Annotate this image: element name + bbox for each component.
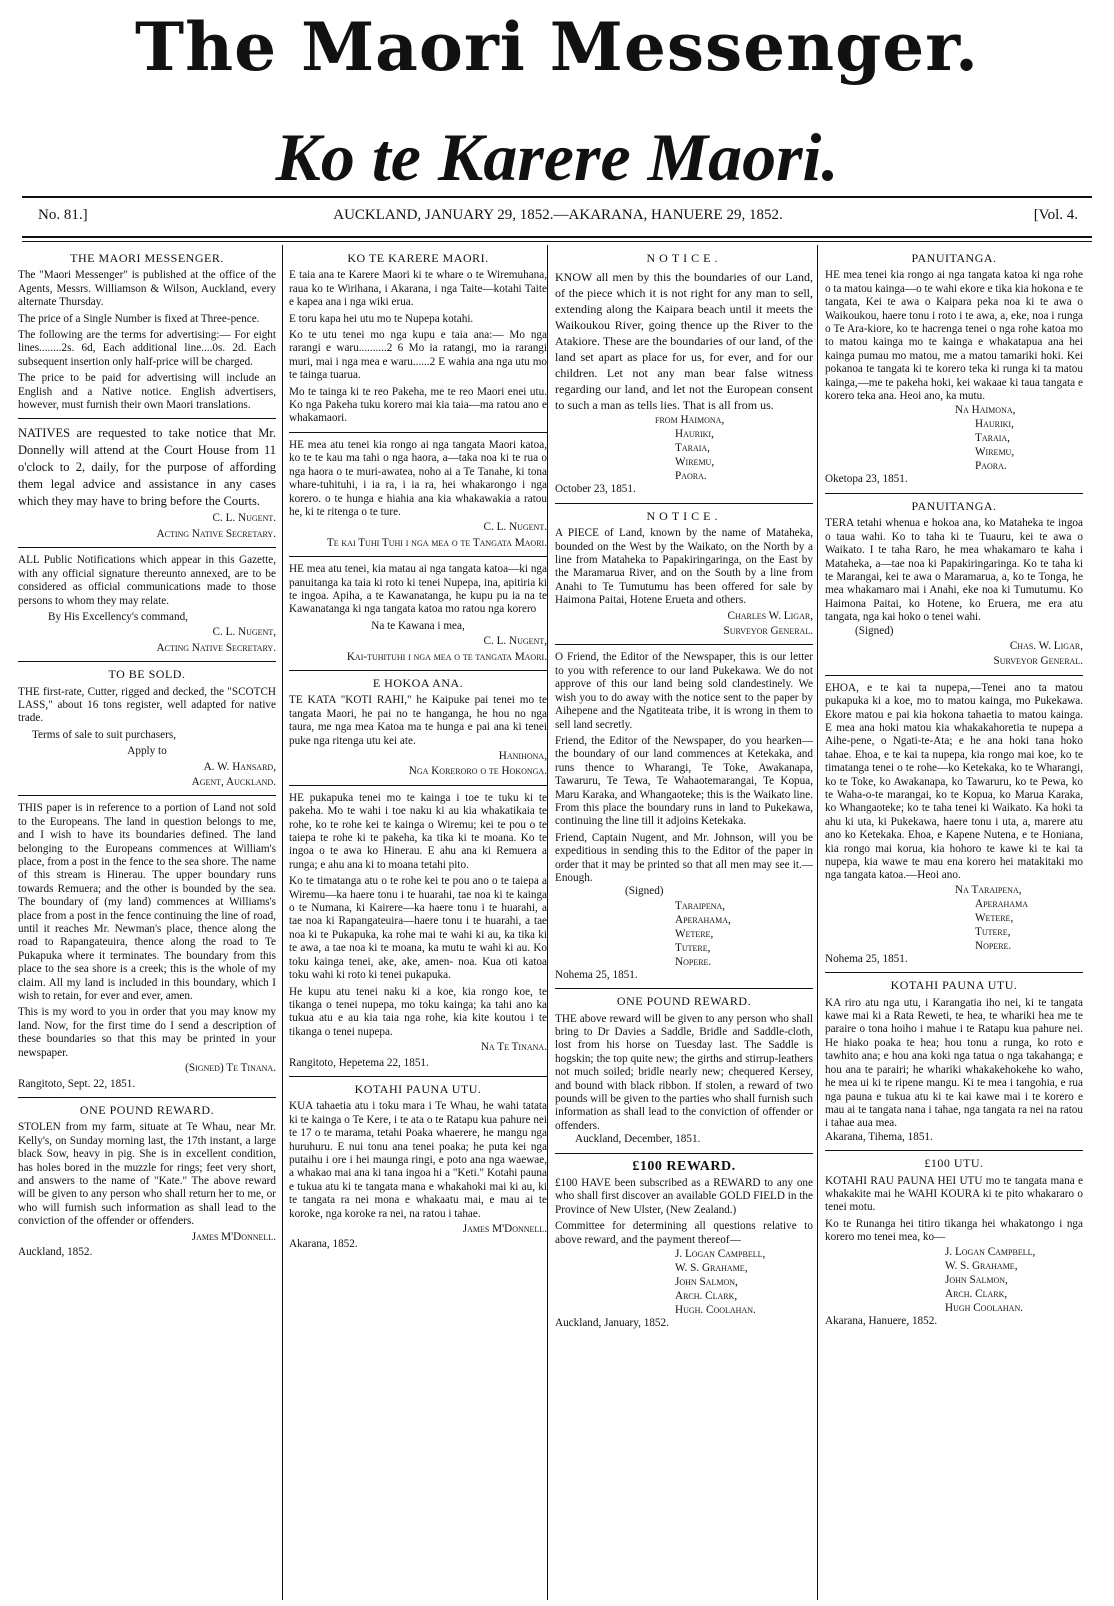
signature-title: Acting Native Secretary. bbox=[156, 527, 276, 540]
signature: Nopere. bbox=[675, 955, 712, 968]
dateline-note: Auckland, December, 1851. bbox=[575, 1133, 701, 1146]
signature: Tutere, bbox=[975, 925, 1011, 938]
paragraph: THE first-rate, Cutter, rigged and decked, the "SCOTCH LASS," about 16 tons register, well adapted for native trade. bbox=[18, 685, 276, 725]
section-divider bbox=[18, 661, 276, 662]
paragraph: The price of a Single Number is fixed at Three-pence. bbox=[18, 312, 260, 325]
dateline-note: Rangitoto, Sept. 22, 1851. bbox=[18, 1077, 136, 1090]
column-3 bbox=[555, 250, 813, 1600]
paragraph: Apply to bbox=[127, 745, 167, 758]
signature: from Haimona, bbox=[655, 414, 725, 427]
paragraph: E taia ana te Karere Maori ki te whare o te Wiremuhana, raua ko te Wirihana, i Akarana, i nga Taite—kotahi Taite e kapea ana i nga wiki erua. bbox=[289, 269, 547, 309]
signature: Wiremu, bbox=[675, 456, 715, 469]
column-divider bbox=[817, 245, 818, 1600]
paragraph: TE KATA "KOTI RAHI," he Kaipuke pai tenei mo te tangata Maori, he pai no te hanganga, he hou no nga taura, me nga mea Katoa ma te hunga e pai ana ki tenei puke nga ritenga utu kei ate. bbox=[289, 694, 547, 747]
dateline-note: Oketopa 23, 1851. bbox=[825, 473, 908, 486]
paragraph: £100 HAVE been subscribed as a REWARD to any one who shall first discover an available GOLD FIELD in the Province of New Ulster, (New Zealand.) bbox=[555, 1177, 813, 1216]
signature: C. L. Nugent. bbox=[212, 512, 276, 525]
dateline-note: Nohema 25, 1851. bbox=[825, 952, 908, 965]
gold-field-reward bbox=[555, 1160, 813, 1331]
signature: Wetere, bbox=[675, 927, 714, 940]
paragraph: The "Maori Messenger" is published at the office of the Agents, Messrs. Williamson & Wilson, Auckland, every alternate Thursday. bbox=[18, 269, 276, 309]
paragraph: THIS paper is in reference to a portion of Land not sold to the Europeans. The land in question belongs to me, and I wish to have its boundaries defined. The land belonging to the Europeans commences at William's place, from a post in the fence to the sea shore. The name of this stream is Hinerau. The upper boundary runs towards Remuera; and the other is bounded by the sea. The boundary of (my land) commences at Williams's place from a post in the fence continuing the line of road, until it reaches Mr. Newman's place, thence along the road to Rapangateuira, thence along the road to Te Pukapuka where it terminates. The boundary from this place to the sea shore is a creek; this is the whole of my claim. All my land is included in this boundary, which I wish to retain, for ever and ever, amen. bbox=[18, 802, 276, 1003]
issue-number: No. 81.] bbox=[38, 207, 88, 223]
paragraph: This is my word to you in order that you may know my land. Now, for the first time do I send a description of these boundaries so that this may be printed in your newspaper. bbox=[18, 1006, 276, 1059]
signature: Wiremu, bbox=[975, 446, 1015, 459]
saddle-reward bbox=[555, 995, 813, 1146]
paragraph: STOLEN from my farm, situate at Te Whau, near Mr. Kelly's, on Sunday morning last, the 17th instant, a large black Sow, heavy in pig. She is in excellent condition, has holes bored in the muzzle for rings; feet very short, and answers to the name of "Kate." The above reward will be given to any person who shall return her to me, or who will furnish such information as shall lead to the conviction of the offender or offenders. bbox=[18, 1121, 276, 1228]
signature: Na Taraipena, bbox=[955, 883, 1022, 896]
paragraph: The price to be paid for advertising will include an English and a Native notice. English advertisers, however, must furnish their own Maori translations. bbox=[18, 372, 276, 412]
sale-notice bbox=[18, 668, 276, 789]
signature: Nopere. bbox=[975, 939, 1012, 952]
signature: C. L. Nugent, bbox=[483, 635, 547, 648]
signature: Charles W. Ligar, bbox=[727, 609, 813, 622]
masthead-rule bbox=[22, 196, 1092, 198]
section-heading: KOTAHI PAUNA UTU. bbox=[890, 978, 1018, 993]
section-heading: KOTAHI PAUNA UTU. bbox=[354, 1081, 482, 1096]
issue-date: AUCKLAND, JANUARY 29, 1852.—AKARANA, HANUERE 29, 1852. bbox=[333, 207, 783, 223]
paragraph: Ko te Runanga hei titiro tikanga hei whakatongo i nga korero mo tenei mea, ko— bbox=[825, 1217, 1083, 1244]
signature: Tutere, bbox=[675, 941, 711, 954]
section-heading: E HOKOA ANA. bbox=[372, 675, 464, 690]
signature: Arch. Clark, bbox=[945, 1287, 1008, 1300]
signature: C. L. Nugent. bbox=[483, 521, 547, 534]
signature: Chas. W. Ligar, bbox=[1009, 639, 1083, 652]
signature: (Signed) Te Tinana. bbox=[185, 1062, 276, 1075]
paragraph: Friend, the Editor of the Newspaper, do you hearken—the boundary of our land commences at Ketekaka, and runs thence to Wharangi, Te Toke, Awakanapa, Tawaruru, Te Tewa, Te Wahaotemarangai, Te Kopua, Maru Karaka, and Whangaoteke; this is the Waikato line. From this place the boundary runs in land to Pukekawa, continuing the line till it adjoins Ketekaka. bbox=[555, 734, 813, 828]
signature-title: Surveyor General. bbox=[723, 625, 813, 638]
paragraph: KNOW all men by this the boundaries of our Land, of the piece which it is not right for any man to sell, extending along the Kaipara beach until it meets the Waikoukou River, going thence up the River to the Atakiore. These are the boundaries of our land, of the land set apart as place for us, for ever, and for our children. Let not any man bear false witness regarding our land, and let not the European consent to such a man as tells lies. That is all from us. bbox=[555, 270, 813, 413]
section-divider bbox=[18, 547, 276, 548]
signature: Na Te Tinana. bbox=[480, 1041, 547, 1054]
paragraph: Terms of sale to suit purchasers, bbox=[32, 728, 176, 741]
section-heading: PANUITANGA. bbox=[911, 498, 997, 513]
paragraph: HE mea atu tenei kia rongo ai nga tangata Maori katoa, ko te te kau ma tahi o nga haora, a—taka noa ki te rua o nga haora o te muri-awatea, noho ai a Te Tanahe, ki tona whare-tuhituhi, i ia ra, i ia ra, hei whakarongo i nga korero. o te hunga e hiahia ana kia whakawakia a ratou he, ki te ritenga o te ture. bbox=[289, 438, 547, 518]
natives-notice-maori bbox=[289, 439, 547, 550]
signature: John Salmon, bbox=[945, 1273, 1008, 1286]
section-heading: £100 REWARD. bbox=[632, 1158, 736, 1174]
paragraph: HE pukapuka tenei mo te kainga i toe te tuku ki te pakeha. Mo te wahi i toe naku ki au kia whakatikaia te rohe, ko te rohe kei te kainga o Wiremu; kei te pou o te taiepa te rohe ki te pakeha, ka tika ki te moana. Ko te ingoa o te awa ko Hinerau. E ahu ana ki Remuera a runga; e ahu ana ki to moana tetahi pito. bbox=[289, 791, 547, 871]
paragraph: Committee for determining all questions relative to above reward, and the payment thereof— bbox=[555, 1220, 813, 1246]
masthead-title-maori: Ko te Karere Maori. bbox=[275, 119, 839, 195]
section-heading: NOTICE. bbox=[646, 251, 722, 265]
signature: A. W. Hansard, bbox=[203, 760, 276, 773]
paragraph: A PIECE of Land, known by the name of Mataheka, bounded on the West by the Waikato, on the North by a line from Mataheka to Papakiringaringa, on the East by the Maramarua River, and on the South by a line from Anahi to Te Tumutumu has been offered for sale by Haimona Paitai, Hotene Erueta and others. bbox=[555, 527, 813, 607]
column-4 bbox=[825, 250, 1083, 1600]
paragraph: Mo te tainga ki te reo Pakeha, me te reo Maori enei utu. Ko nga Pakeha tuku korero mai kia taia—ma ratou ano e whakamaori. bbox=[289, 385, 547, 425]
signature: James M'Donnell. bbox=[191, 1230, 276, 1243]
natives-notice bbox=[18, 425, 276, 541]
paragraph: TERA tetahi whenua e hokoa ana, ko Mataheka te ingoa o taua wahi. Ko to taha ki te Tuauru, kei te awa o Waikato. I te taha Raro, he mea whakamaro te kaha i Mataheka, a—tae noa ki Papakiringaringa. Ko te taha ki te Marangai, kei te awa o Maramarua, a, ko te Tonga, he mea whakamaro mai i Anahi, eke noa ki Tumutumu. Ko Haimona Paitai, ko Hotene, ko Eruera, me era atu tangata, nga kai hoko o tenei wahi. bbox=[825, 517, 1083, 624]
column-2 bbox=[289, 250, 547, 1600]
section-heading: PANUITANGA. bbox=[911, 251, 997, 265]
paragraph: The following are the terms for advertising:— For eight lines........2s. 6d, Each additional line....0s. 2d. Each subsequent insertion only half-price will be charged. bbox=[18, 329, 276, 368]
dateline-note: Auckland, January, 1852. bbox=[555, 1317, 669, 1330]
paragraph: O Friend, the Editor of the Newspaper, this is our letter to you with reference to our land Pukekawa. We do not approve of this our land being sold clandestinely. We wish you to do away with the notice sent to the paper by Aihepene and the Ngatiteata tribe, it is wrong in them to sell land secretly. bbox=[555, 651, 813, 731]
paragraph: ALL Public Notifications which appear in this Gazette, with any official signature thereunto annexed, are to be considered as official communications made to those persons to whom they may relate. bbox=[18, 554, 276, 607]
section-divider bbox=[289, 785, 547, 786]
sale-notice-maori bbox=[289, 677, 547, 779]
section-divider bbox=[555, 988, 813, 989]
dateline bbox=[28, 207, 1088, 227]
paragraph: He kupu atu tenei naku ki a koe, kia rongo koe, te tikanga o tenei nupepa, mo toku kainga; ka tahi ano ka tukua atu e au kia taia nga rohe, kia kite koutou i te tikanga o tenei nupepa. bbox=[289, 985, 547, 1038]
signature-title: Nga Koreroro o te Hokonga. bbox=[408, 765, 547, 778]
paragraph: KA riro atu nga utu, i Karangatia iho nei, ki te tangata kawe mai ki a Rata Reweti, te hea, te whariki hea me te paraire o tona hoiho i mahue i te Ratapu kua pahure nei. He hiako poaka te hea; hou tonu a runga, ko roto e tawhito ana; e hou ana koki nga tatua o nga takahanga; e hou ana te parairi; he whariki whakakehokehe ko waho, he mea ui ki te ripene mangu. Ki te mea i tangohia, e rua nga pauna e tukua atu ki te kai kawe mai i te korero e mau ai te tangata nana i tahae, nga tangata ra nei na ratou i tahae aua mea. bbox=[825, 996, 1083, 1130]
paragraph: HE mea tenei kia rongo ai nga tangata katoa ki nga rohe o ta matou kainga—o te wahi ekore e tika kia hokona e te tangata, Kei te awa o Kaipara peka noa ki te awa o Waikoukou, haere tonu i roto i te awa, a, eke, noa i runga o Te Ara-kiore, ko te hacrenga tenei o nga rohe katoa mo to matou kainga mo te kainga e whakatapua ana hei kainga pumau mo matou, me a matou tamariki hoki. Kei pokanoa te tangata ki te korero teka ki runga ki ta matou kainga,—me te pakeha hoki, kei wakaae ki taua tangata e korero teka ana. Heoi ano, ka mutu. bbox=[825, 269, 1083, 403]
section-divider bbox=[18, 795, 276, 796]
section-heading: KO TE KARERE MAORI. bbox=[347, 251, 489, 265]
column-1 bbox=[18, 250, 276, 1600]
kaipara-notice bbox=[555, 252, 813, 497]
signature: Taraia, bbox=[975, 432, 1010, 445]
section-divider bbox=[555, 1153, 813, 1154]
dateline-rule-bottom bbox=[22, 241, 1092, 242]
dateline-note: Akarana, Hanuere, 1852. bbox=[825, 1314, 938, 1327]
section-heading: ONE POUND REWARD. bbox=[616, 994, 752, 1009]
reward-notice bbox=[18, 1104, 276, 1259]
gazette-notice-maori bbox=[289, 563, 547, 664]
section-divider bbox=[289, 670, 547, 671]
section-divider bbox=[18, 418, 276, 419]
signature: Paora. bbox=[975, 460, 1007, 473]
section-divider bbox=[825, 1150, 1083, 1151]
section-divider bbox=[825, 972, 1083, 973]
paragraph: Ko te timatanga atu o te rohe kei te pou ano o te taiepa a Wiremu—ka haere tonu i te huarahi, tae noa ki te kainga o te Numana, ki Kairere—ka haere tonu i te huarahi, a tae noa ki Rapangateuira—haere tonu i te huarahi, a tae noa ki te Pukapuka, ka rohe mai te wahi ki au, ka tika ki te awa, a tae noa ki te moana, ka mutu te wahi ki au. Ko toku kainga tenei, ake, ake, amen- noa. Kua oti katoa toku wahi ki roto ki tenei pukapuka. bbox=[289, 875, 547, 982]
signature-title: Surveyor General. bbox=[993, 655, 1083, 668]
signature: Wetere, bbox=[975, 911, 1014, 924]
section-heading: TO BE SOLD. bbox=[108, 667, 186, 682]
signature: C. L. Nugent, bbox=[212, 626, 276, 639]
signature: Hauriki, bbox=[975, 418, 1014, 431]
saddle-reward-maori bbox=[825, 979, 1083, 1144]
volume-number: [Vol. 4. bbox=[1033, 207, 1078, 223]
signature-title: Acting Native Secretary. bbox=[156, 641, 276, 654]
signature: Taraia, bbox=[675, 442, 710, 455]
land-boundary-letter-maori bbox=[289, 792, 547, 1070]
pukekawa-letter-maori bbox=[825, 682, 1083, 967]
pukekawa-letter bbox=[555, 651, 813, 982]
signature: Hugh. Coolahan. bbox=[675, 1304, 756, 1317]
section-heading: ONE POUND REWARD. bbox=[79, 1102, 215, 1117]
dateline-rule-top bbox=[22, 236, 1092, 238]
column-divider bbox=[282, 245, 283, 1600]
paragraph: NATIVES are requested to take notice that Mr. Donnelly will attend at the Court House from 11 o'clock to 2, daily, for the purpose of affording them legal advice and assistance in any cases which they may have to bring before the Courts. bbox=[18, 426, 276, 509]
paragraph: Na te Kawana i mea, bbox=[371, 619, 465, 632]
section-divider bbox=[555, 644, 813, 645]
signature-title: Kai-tuhituhi i nga mea o te tangata Maori. bbox=[346, 650, 547, 663]
publication-notice bbox=[18, 252, 276, 412]
reward-notice-maori bbox=[289, 1083, 547, 1252]
signature: W. S. Grahame, bbox=[945, 1259, 1018, 1272]
signature-title: Te kai Tuhi Tuhi i nga mea o te Tangata Maori. bbox=[326, 536, 547, 549]
paragraph: E toru kapa hei utu mo te Nupepa kotahi. bbox=[289, 312, 474, 325]
column-divider bbox=[547, 245, 548, 1600]
paragraph: EHOA, e te kai ta nupepa,—Tenei ano ta matou pukapuka ki a koe, mo to matou kainga, mo Pukekawa. Ekore matou e pai kia hokona tahaetia to matou kainga. E mea ana hoki matou kia whakakahoretia te nupepa a Aihe-pene, o Ngati-te-Ata; e he ana hoki tana hoko tahae. Ehoa, e te kai ta nupepa, kia rongo mai koe, ko te timatanga tenei o te rohe—ko Ketekaka, ko te Wharangi, ko te Toke, ko Awakanapa, ko Tawaruru, ko te Pewa, ko te Waha-o-te marangai, ko te Kopua, ko Marua Karaka, ko Whangaoteke; ko te taha tenei ki Waikato. Ka hoki ta ahu ki uta, ki Pukekawa, haere tonu i uta, a, marere atu ano ko Ketekaka. Ehoa, e Kapene Nutena, e te Honiana, kia rongo mai korua, kia hohoro te kawe ki te kai ta nupepa, kia wawe te mau ena korero hei matakitaki mo nga tangata katoa.—Heoi ano. bbox=[825, 681, 1083, 882]
dateline-note: Akarana, 1852. bbox=[289, 1238, 358, 1251]
paragraph: Ko te utu tenei mo nga kupu e taia ana:— Mo nga rarangi e waru..........2 6 Mo ia ratangi, mo ia rarangi muri, mai i nga mea e waru......2 E wahia ana nga utu mo te tainga tuarua. bbox=[289, 329, 547, 382]
signature: James M'Donnell. bbox=[462, 1223, 547, 1235]
paragraph: HE mea atu tenei, kia matau ai nga tangata katoa—ki nga panuitanga ka taia ki roto ki tenei Nupepa, ina, apitiria ki te ingoa. Apiha, a te Kawanatanga, he kupu pu ia na te Kawanatanga ki nga tangata katoa mo ratou nga korero bbox=[289, 563, 547, 616]
section-heading: THE MAORI MESSENGER. bbox=[70, 251, 224, 265]
dateline-note: Auckland, 1852. bbox=[18, 1245, 93, 1258]
gold-field-reward-maori bbox=[825, 1157, 1083, 1328]
section-heading: NOTICE. bbox=[646, 508, 722, 523]
paragraph: By His Excellency's command, bbox=[48, 610, 188, 623]
signature-title: Agent, Auckland. bbox=[191, 775, 276, 788]
signature: Arch. Clark, bbox=[675, 1290, 738, 1303]
section-divider bbox=[289, 432, 547, 433]
gazette-notice bbox=[18, 554, 276, 655]
signature: Na Haimona, bbox=[955, 404, 1016, 417]
masthead-title-english: The Maori Messenger. bbox=[135, 8, 979, 86]
section-divider bbox=[289, 1076, 547, 1077]
section-divider bbox=[18, 1097, 276, 1098]
signature: Taraipena, bbox=[675, 899, 726, 912]
signature: J. Logan Campbell, bbox=[675, 1248, 766, 1261]
signed-label: (Signed) bbox=[625, 885, 664, 898]
paragraph: THE above reward will be given to any person who shall bring to Dr Davies a Saddle, Bridle and Saddle-cloth, lost from his horse on Tuesday last. The Saddle is hogskin; the top quite new; the girths and stirrup-leathers not much soiled; bridle nearly new; chequered Kersey, and bound with black ribbon. If stolen, a reward of two pounds will be given to the parties who shall furnish such information as shall lead to the conviction of offender or offenders. bbox=[555, 1012, 813, 1132]
signature: Hauriki, bbox=[675, 428, 714, 441]
signature: Hugh Coolahan. bbox=[945, 1301, 1024, 1314]
signature: Aperahama, bbox=[675, 913, 731, 926]
signature: Paora. bbox=[675, 470, 707, 483]
mataheka-notice-maori bbox=[825, 500, 1083, 669]
signature: W. S. Grahame, bbox=[675, 1262, 748, 1275]
signature: Hanihona, bbox=[498, 750, 547, 762]
section-divider bbox=[825, 675, 1083, 676]
dateline-note: Nohema 25, 1851. bbox=[555, 968, 638, 981]
paragraph: KOTAHI RAU PAUNA HEI UTU mo te tangata mana e whakakite mai he WAHI KOURA ki te pito whakararo o tenei motu. bbox=[825, 1174, 1083, 1214]
dateline-note: Rangitoto, Hepetema 22, 1851. bbox=[289, 1056, 429, 1069]
signed-label: (Signed) bbox=[855, 624, 894, 637]
paragraph: KUA tahaetia atu i toku mara i Te Whau, he wahi tatata ki te kainga o Te Kere, i te ata o te Ratapu kua pahure nei te 17 o te marama, tetahi Poaka whaerere, he mangu nga huruhuru. E nui tonu ana tenei poaka; he puta kei nga putaihu i ore i hei maunga ringi, e poto ana nga waewae, a whakao mai ana ki tana ingoa hi a "Keti." Kotahi pauna e tukua atu ki te tangata mana e whakahoki mai ki au, ki te tangata ra nei mona e whakaatu mai, e mau ai te koroke, nga koroke ra nei, na ratou i tahae. bbox=[289, 1100, 547, 1220]
dateline-note: Akarana, Tihema, 1851. bbox=[825, 1130, 933, 1143]
dateline-note: October 23, 1851. bbox=[555, 483, 636, 496]
section-heading: £100 UTU. bbox=[924, 1156, 984, 1171]
signature: J. Logan Campbell, bbox=[945, 1245, 1036, 1258]
publication-notice-maori bbox=[289, 252, 547, 426]
signature: Aperahama bbox=[975, 897, 1028, 910]
section-divider bbox=[289, 556, 547, 557]
land-boundary-letter bbox=[18, 802, 276, 1091]
signature: John Salmon, bbox=[675, 1276, 738, 1289]
kaipara-notice-maori bbox=[825, 252, 1083, 487]
section-divider bbox=[555, 503, 813, 504]
section-divider bbox=[825, 493, 1083, 494]
paragraph: Friend, Captain Nugent, and Mr. Johnson, will you be expeditious in sending this to the Editor of the paper in order that it may be printed so that all men may see it.—Enough. bbox=[555, 831, 813, 884]
mataheka-notice bbox=[555, 510, 813, 639]
